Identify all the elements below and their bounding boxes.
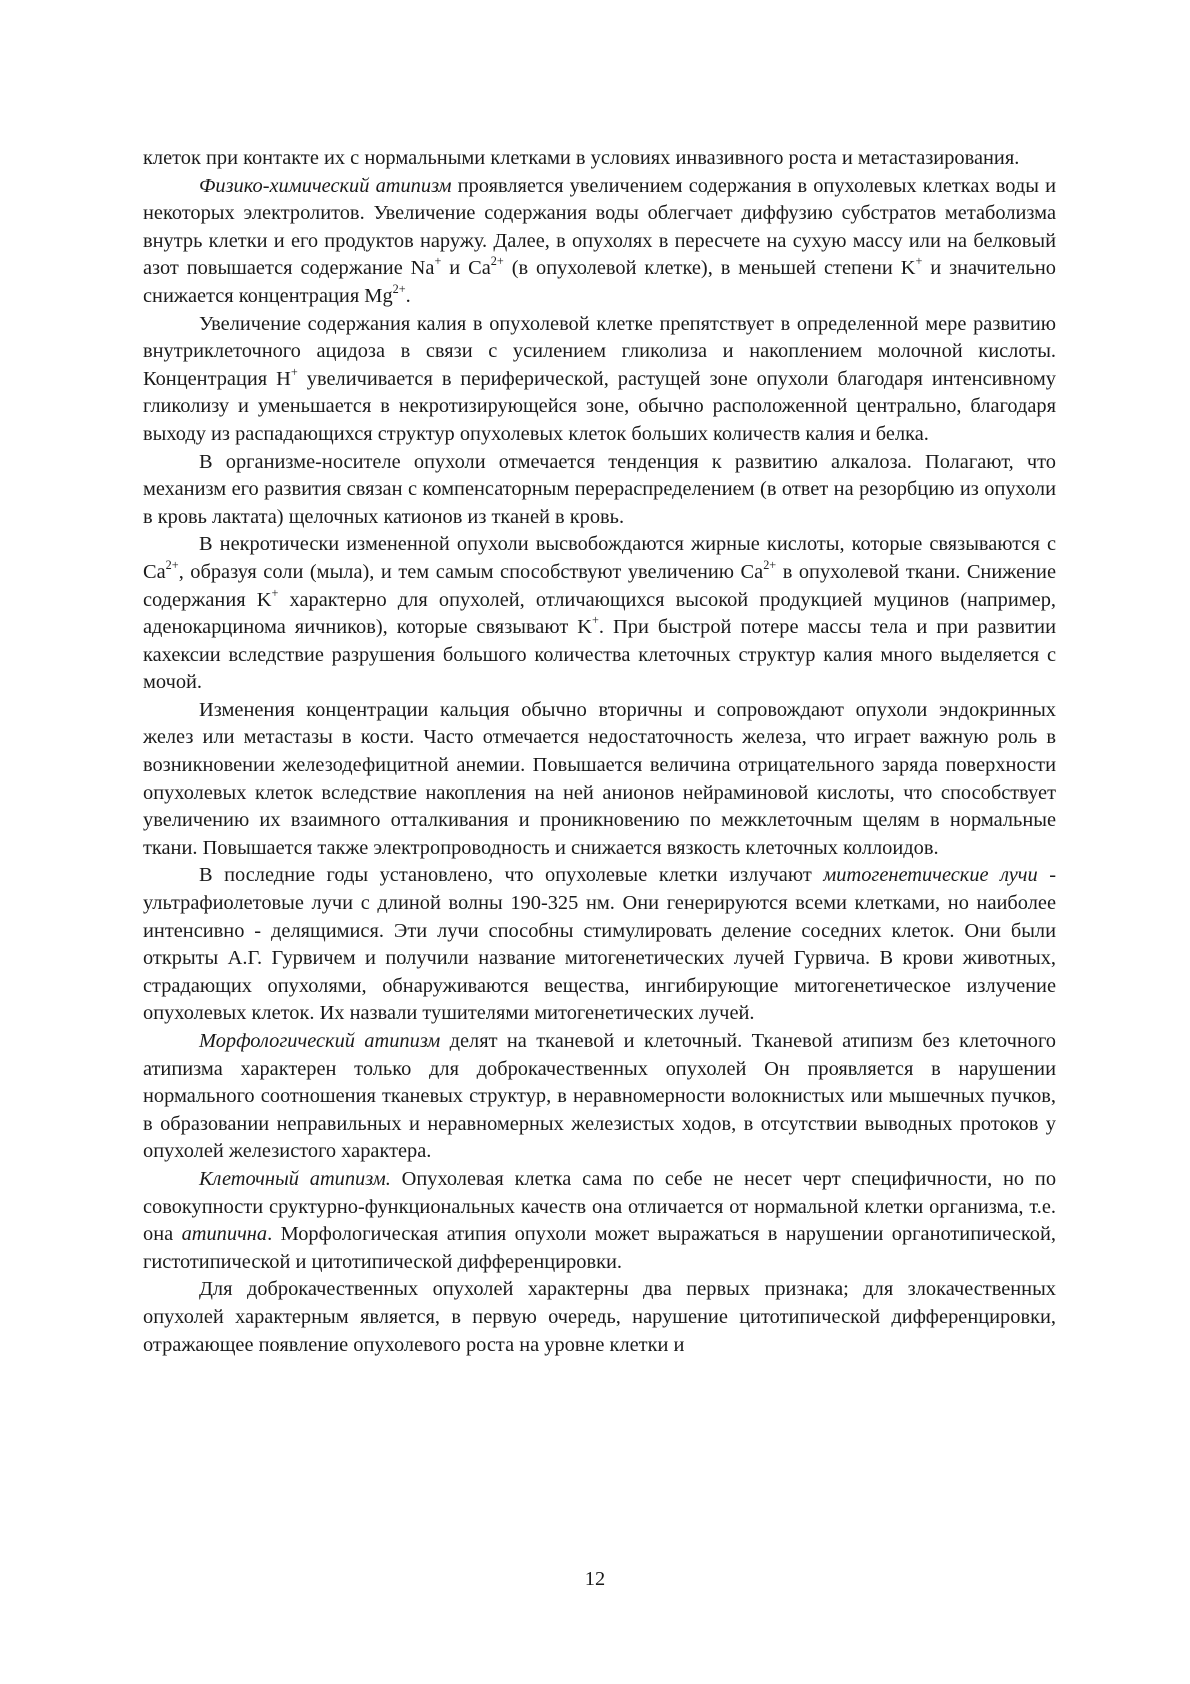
text-run: клеток при контакте их с нормальными клетками в условиях инвазивного роста и метастазирования.	[143, 147, 1020, 169]
text-run: (в опухолевой клетке), в меньшей степени K	[503, 257, 916, 280]
italic-term: атипична	[181, 1223, 268, 1246]
text-run: В некротически измененной опухоли высвобождаются жирные кислоты, которые связываются с Ca	[143, 533, 1056, 583]
superscript-charge: +	[591, 612, 599, 627]
paragraph	[143, 1166, 1056, 1276]
superscript-charge: +	[915, 254, 923, 269]
text-run: В организме-носителе опухоли отмечается тенденция к развитию алкалоза. Полагают, что механизм его развития связан с компенсаторным перераспределением (в ответ на резорбцию из опухоли в кровь лактата) щелочных катионов из тканей в кровь.	[143, 450, 1056, 528]
text-run: и значительно снижается концентрация Mg	[143, 257, 1056, 307]
superscript-charge: 2+	[392, 281, 406, 296]
italic-term: Клеточный атипизм.	[199, 1167, 391, 1190]
text-run: характерно для опухолей, отличающихся высокой продукцией муцинов (например, аденокарцинома яичников), которые связывают K	[143, 588, 1057, 639]
text-run: . При быстрой потере массы тела и при развитии кахексии вследствие разрушения большого количества клеточных структур калия много выделяется с мочой.	[143, 616, 1056, 694]
superscript-charge: 2+	[165, 557, 179, 572]
text-run: В последние годы установлено, что опухолевые клетки излучают	[199, 864, 824, 887]
paragraph	[143, 531, 1056, 697]
text-run: Для доброкачественных опухолей характерны два первых признака; для злокачественных опухолей характерным является, в первую очередь, нарушение цитотипической дифференцировки, отражающее появление опухолевого роста на уровне клетки и	[143, 1278, 1056, 1356]
text-run: . Морфологическая атипия опухоли может выражаться в нарушении органотипической, гистотипической и цитотипической дифференцировки.	[143, 1223, 1056, 1273]
paragraph	[143, 311, 1056, 449]
page-number: 12	[584, 1568, 606, 1590]
paragraph	[143, 1276, 1056, 1359]
text-run: Изменения концентрации кальция обычно вторичны и сопровождают опухоли эндокринных желез или метастазы в кости. Часто отмечается недостаточность железа, что играет важную роль в возникновении железодефицитной анемии. Повышается величина отрицательного заряда поверхности опухолевых клеток вследствие накопления на ней анионов нейраминовой кислоты, что способствует увеличению их взаимного отталкивания и проникновению по межклеточным щелям в нормальные ткани. Повышается также электропроводность и снижается вязкость клеточных коллоидов.	[143, 698, 1056, 859]
text-run: Увеличение содержания калия в опухолевой клетке препятствует в определенной мере развитию внутриклеточного ацидоза в связи с усилением гликолиза и накоплением молочной кислоты. Концентрация H	[143, 312, 1056, 390]
superscript-charge: +	[290, 364, 298, 379]
italic-term: Морфологический атипизм	[199, 1030, 441, 1052]
text-run: и Ca	[441, 257, 491, 280]
text-run: в опухолевой ткани. Снижение содержания K	[143, 560, 1057, 611]
superscript-charge: 2+	[763, 557, 777, 572]
paragraph	[143, 173, 1056, 311]
text-run: Опухолевая клетка сама по себе не несет черт специфичности, но по совокупности сруктурно-функциональных качеств она отличается от нормальной клетки организма, т.е. она	[143, 1167, 1057, 1246]
superscript-charge: +	[434, 254, 442, 269]
italic-term: митогенетические лучи	[823, 864, 1038, 887]
text-run: .	[405, 284, 411, 307]
paragraph	[143, 145, 1056, 173]
superscript-charge: 2+	[490, 254, 504, 269]
text-run: делят на тканевой и клеточный. Тканевой атипизм без клеточного атипизма характерен только для доброкачественных опухолей Он проявляется в нарушении нормального соотношения тканевых структур, в неравномерности волокнистых или мышечных пучков, в образовании неправильных и неравномерных железистых ходов, в отсутствии выводных протоков у опухолей железистого характера.	[143, 1030, 1056, 1163]
italic-term: Физико-химический атипизм	[199, 174, 452, 197]
document-body	[143, 145, 1056, 1359]
text-run: проявляется увеличением содержания в опухолевых клетках воды и некоторых электролитов. Увеличение содержания воды облегчает диффузию субстратов метаболизма внутрь клетки и его продуктов наружу. Далее, в опухолях в пересчете на сухую массу или на белковый азот повышается содержание Na	[143, 174, 1057, 280]
superscript-charge: +	[271, 585, 279, 600]
text-run: , образуя соли (мыла), и тем самым способствуют увеличению Ca	[178, 560, 764, 583]
paragraph	[143, 862, 1056, 1028]
paragraph	[143, 449, 1056, 532]
text-run: - ультрафиолетовые лучи с длиной волны 190-325 нм. Они генерируются всеми клетками, но наиболее интенсивно - делящимися. Эти лучи способны стимулировать деление соседних клеток. Они были открыты А.Г. Гурвичем и получили название митогенетических лучей Гурвича. В крови животных, страдающих опухолями, обнаруживаются вещества, ингибирующие митогенетическое излучение опухолевых клеток. Их назвали тушителями митогенетических лучей.	[143, 864, 1056, 1025]
paragraph	[143, 1028, 1056, 1166]
paragraph	[143, 697, 1056, 863]
text-run: увеличивается в периферической, растущей зоне опухоли благодаря интенсивному гликолизу и уменьшается в некротизирующейся зоне, обычно расположенной центрально, благодаря выходу из распадающихся структур опухолевых клеток больших количеств калия и белка.	[143, 367, 1056, 445]
